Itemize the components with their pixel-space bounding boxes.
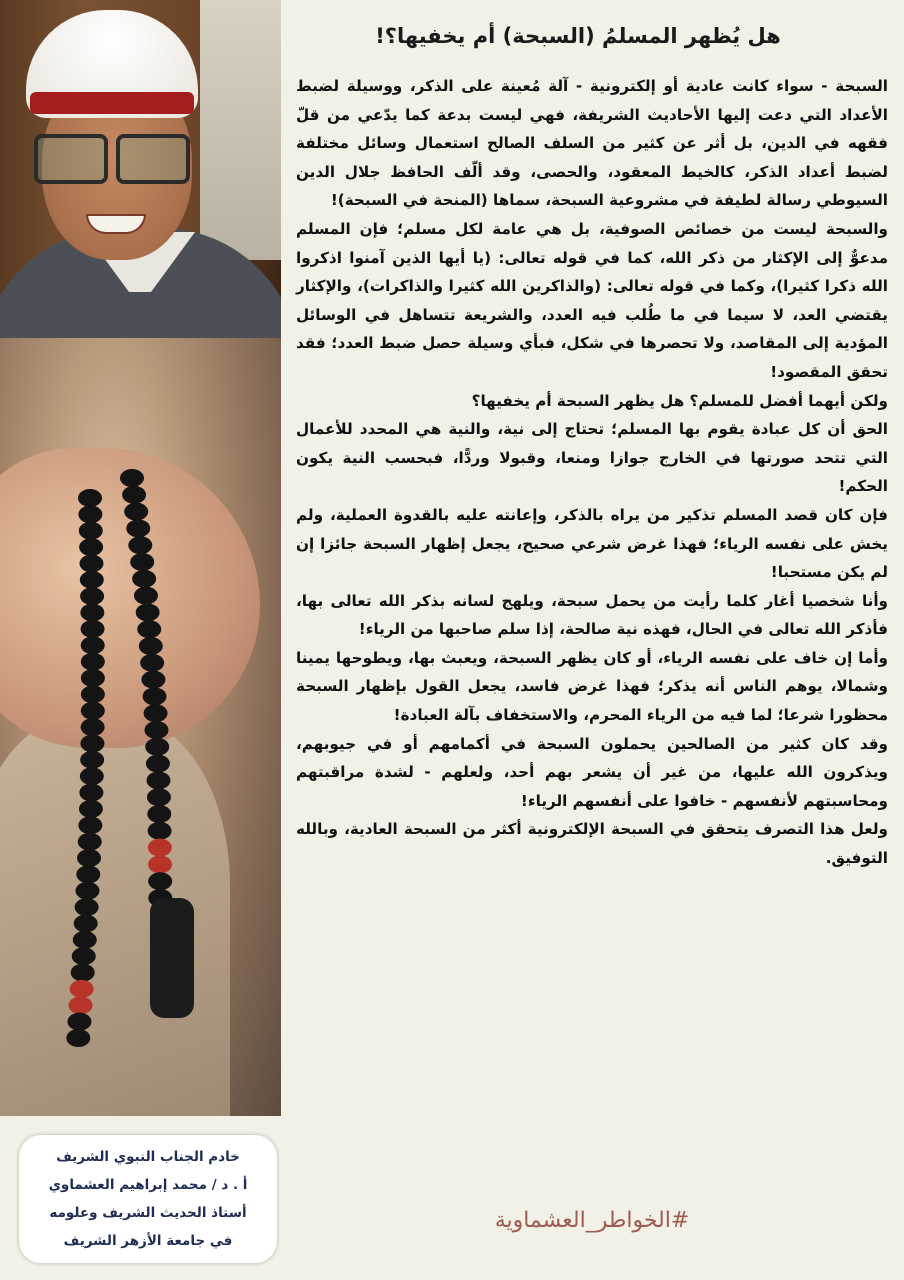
bead	[81, 620, 105, 638]
bead	[148, 839, 172, 857]
bead	[74, 914, 98, 932]
bead	[147, 805, 171, 823]
bead	[80, 604, 104, 622]
bead	[124, 503, 148, 521]
author-caption-box	[19, 1135, 277, 1263]
bead	[147, 788, 171, 806]
article-paragraph: وأما إن خاف على نفسه الرياء، أو كان يظهر السبحة، ويعبث بها، ويطوحها يمينا وشمالا، يوهم الناس أنه يذكر؛ فهذا غرض فاسد، يجعل القول بإظهار السبحة محظورا شرعا؛ لما فيه من الرياء المحرم، والاستخفاف بآلة العبادة!	[296, 648, 888, 725]
article-title: هل يُظهر المسلمُ (السبحة) أم يخفيها؟!	[375, 24, 781, 48]
bead	[81, 636, 105, 654]
article-paragraph: والسبحة ليست من خصائص الصوفية، بل هي عامة لكل مسلم؛ فإن المسلم مدعوٌّ إلى الإكثار من ذكر الله، كما في قوله تعالى: (يا أيها الذين آمنوا اذكروا الله ذكرا كثيرا)، وكما في قوله تعالى: (والذاكرين الله كثيرا والذاكرات)، والإكثار يقتضي العد، لا سيما في ما طُلب فيه العدد، والشريعة تتساهل في الوسائل المؤدية إلى المقاصد، ولا تحصرها في شكل، فبأي وسيلة حصل ضبط العدد؛ فقد تحقق المقصود!	[296, 219, 888, 381]
bead	[79, 522, 103, 540]
bead	[81, 685, 105, 703]
bead	[122, 486, 146, 504]
bead	[81, 718, 105, 736]
bead	[78, 833, 102, 851]
bead	[143, 687, 167, 705]
bead	[80, 751, 104, 769]
bead	[80, 587, 104, 605]
bead	[148, 822, 172, 840]
article-paragraph: فإن كان قصد المسلم تذكير من يراه بالذكر، وإعانته عليه بالقدوة العملية، ولم يخش على نفسه الرياء؛ فهذا غرض شرعي صحيح، يجعل إظهار السبحة جائزا إن لم يكن مستحبا!	[296, 505, 888, 582]
bead	[79, 554, 103, 572]
bead	[70, 980, 94, 998]
article-paragraph: السبحة - سواء كانت عادية أو إلكترونية - آلة مُعينة على الذكر، ووسيلة لضبط الأعداد التي دعت إليها الأحاديث الشريفة، فهي ليست بدعة كما يدّعي من قلّ فقهه في الدين، بل أثر عن كثير من السلف الصالح استعمال وسائل مختلفة لضبط أعداد الذكر، كالخيط المعقود، والحصى، وقد ألّف الحافظ جلال الدين السيوطي رسالة لطيفة في مشروعية السبحة، سماها (المنحة في السبحة)!	[296, 77, 888, 210]
bead	[136, 603, 160, 621]
bead	[80, 734, 104, 752]
bead	[126, 519, 150, 537]
article-paragraph: وأنا شخصيا أغار كلما رأيت من يحمل سبحة، ويلهج لسانه بذكر الله تعالى بها، فأذكر الله تعالى في الحال، فهذه نية صالحة، إذا سلم صاحبها من الرياء!	[296, 591, 888, 639]
bead	[146, 771, 170, 789]
bead	[76, 865, 100, 883]
bead	[73, 931, 97, 949]
bead	[148, 855, 172, 873]
bead	[80, 767, 104, 785]
article-body	[296, 72, 888, 873]
bead	[137, 620, 161, 638]
author-position: أستاذ الحديث الشريف وعلومه	[49, 1205, 247, 1221]
bead	[81, 669, 105, 687]
article-paragraph: ولكن أيهما أفضل للمسلم؟ هل يظهر السبحة أم يخفيها؟	[471, 391, 888, 410]
bead	[75, 898, 99, 916]
bead	[66, 1029, 90, 1047]
author-title: خادم الجناب النبوي الشريف	[56, 1149, 240, 1165]
bead	[79, 784, 103, 802]
bead	[78, 505, 102, 523]
bead	[77, 849, 101, 867]
author-university: في جامعة الأزهر الشريف	[63, 1233, 233, 1249]
bead	[144, 721, 168, 739]
bead	[80, 571, 104, 589]
bead	[71, 964, 95, 982]
bead	[78, 489, 102, 507]
bead	[145, 738, 169, 756]
bead	[132, 570, 156, 588]
bead	[78, 816, 102, 834]
bead	[134, 587, 158, 605]
article-paragraph: الحق أن كل عبادة يقوم بها المسلم؛ تحتاج إلى نية، والنية هي المحدد للأعمال التي تتحد صورتها في الخارج جوازا ومنعا، وقبولا وردًّا، فبحسب النية يكون الحكم!	[296, 420, 888, 496]
bead	[139, 637, 163, 655]
bead	[146, 755, 170, 773]
bead	[72, 947, 96, 965]
bead	[79, 800, 103, 818]
hashtag: #الخواطر_العشماوية	[494, 1208, 690, 1233]
article-paragraph: ولعل هذا التصرف يتحقق في السبحة الإلكترونية أكثر من السبحة العادية، وبالله التوفيق.	[296, 820, 888, 868]
bead	[69, 996, 93, 1014]
bead	[81, 653, 105, 671]
author-name: أ . د / محمد إبراهيم العشماوي	[48, 1177, 248, 1193]
article-paragraph: وقد كان كثير من الصالحين يحملون السبحة في أكمامهم أو في جيوبهم، ويذكرون الله عليها، من غير أن يشعر بهم أحد، ولعلهم - لشدة مراقبتهم ومحاسبتهم لأنفسهم - خافوا على أنفسهم الرياء!	[296, 734, 888, 810]
bead	[120, 469, 144, 487]
bead	[144, 704, 168, 722]
prayer-beads-photo	[0, 338, 281, 1116]
bead	[81, 702, 105, 720]
bead	[148, 872, 172, 890]
bead	[67, 1013, 91, 1031]
prayer-beads-illustration	[0, 338, 281, 1116]
bead	[75, 882, 99, 900]
bead-tassel	[150, 898, 194, 1018]
bead	[141, 671, 165, 689]
bead	[79, 538, 103, 556]
bead	[128, 536, 152, 554]
bead	[140, 654, 164, 672]
author-photo	[0, 0, 281, 338]
bead	[130, 553, 154, 571]
